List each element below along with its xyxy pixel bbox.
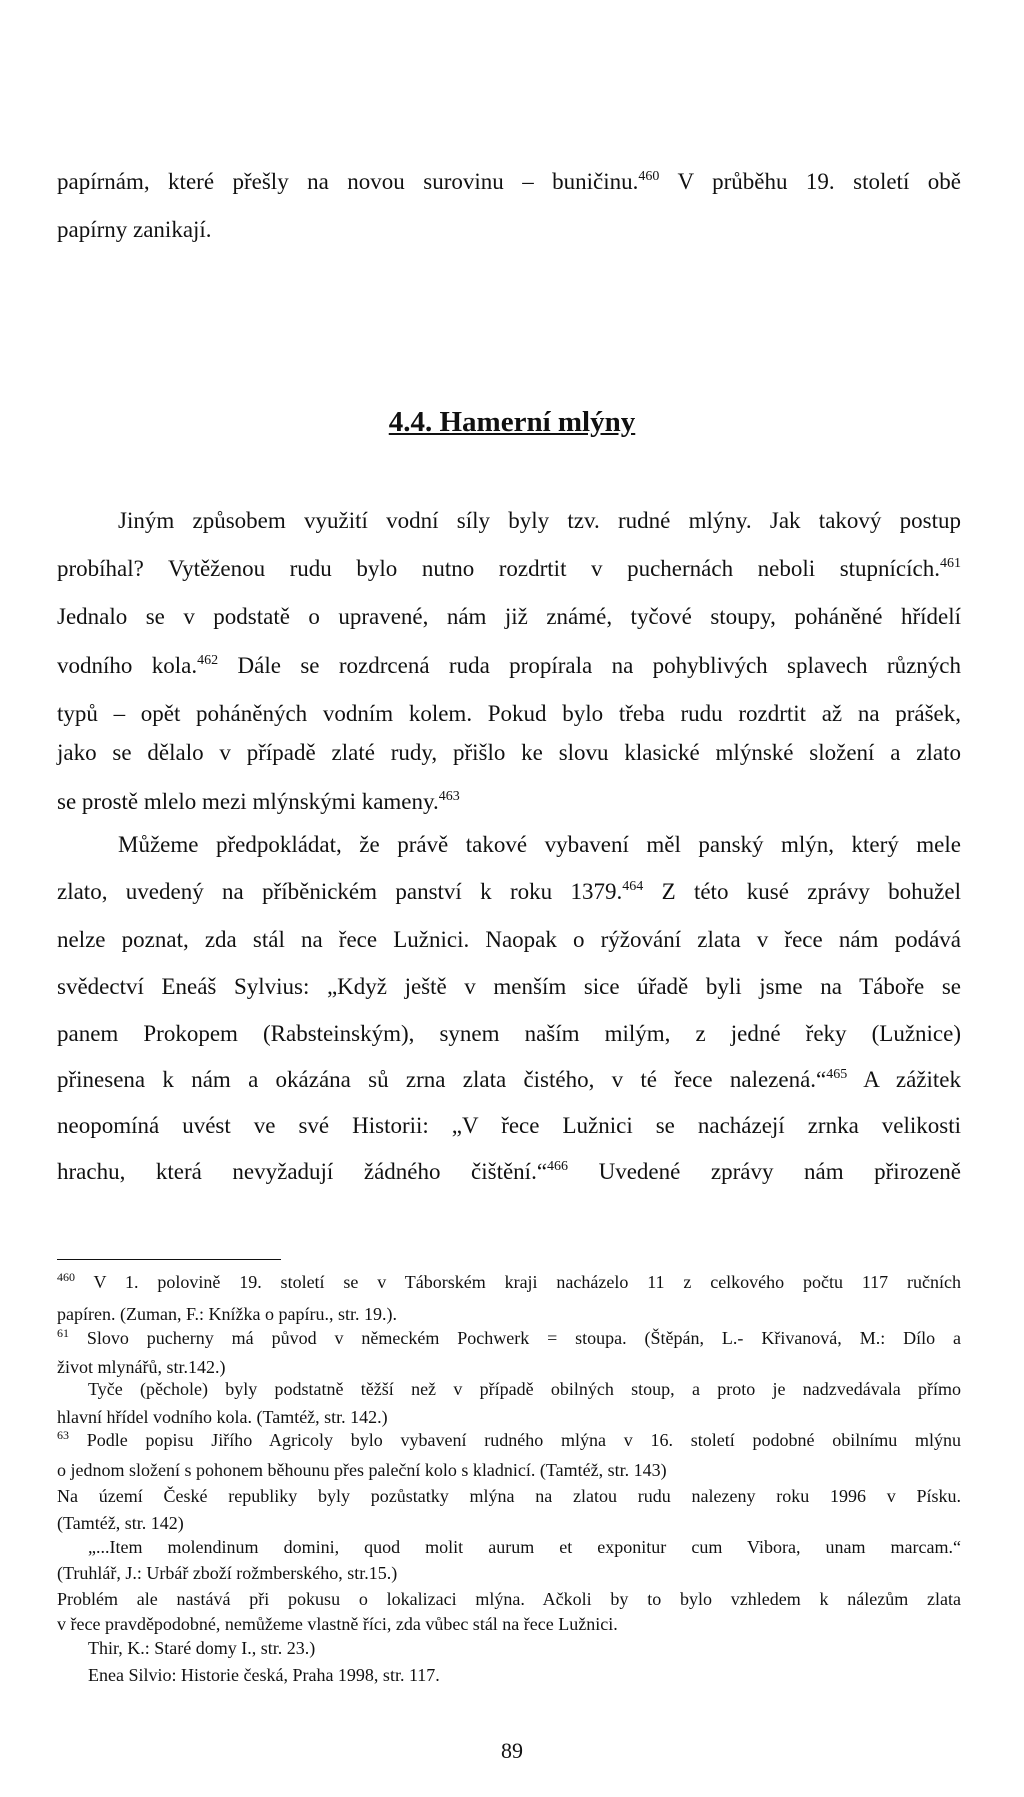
text-line: Můžeme předpokládat, že právě takové vybavení měl panský mlýn, který mele xyxy=(118,832,961,857)
text-line: jako se dělalo v případě zlaté rudy, přišlo ke slovu klasické mlýnské složení a zlato xyxy=(57,740,961,765)
footnote-line: v řece pravděpodobné, nemůžeme vlastně říci, zda vůbec stál na řece Lužnici. xyxy=(57,1614,618,1634)
section-heading: 4.4. Hamerní mlýny xyxy=(388,406,636,438)
footnote-separator xyxy=(57,1259,281,1260)
text-line: svědectví Eneáš Sylvius: „Když ještě v menším sice úřadě byli jsme na Táboře se xyxy=(57,974,961,999)
text-line: Jiným způsobem využití vodní síly byly tzv. rudné mlýny. Jak takový postup xyxy=(118,508,961,533)
footnote-line: hlavní hřídel vodního kola. (Tamtéž, str. 142.) xyxy=(57,1407,388,1427)
footnote-number: 61 xyxy=(57,1326,69,1340)
text-line: přinesena k nám a okázána sů zrna zlata čistého, v té řece nalezená.“$^{465}$ A zážitek xyxy=(57,1067,961,1092)
page-number: 89 xyxy=(501,1738,523,1763)
footnote-number: 63 xyxy=(57,1428,69,1442)
footnote: Thir, K.: Staré domy I., str. 23.) xyxy=(88,1638,316,1658)
footnote-number: 460 xyxy=(57,1270,75,1284)
footnote-ref: 464 xyxy=(622,879,644,894)
footnote-ref: 465 xyxy=(826,1067,848,1082)
text-line: nelze poznat, zda stál na řece Lužnici. Naopak o rýžování zlata v řece nám podává xyxy=(57,927,961,952)
footnote-line: (Tamtéž, str. 142) xyxy=(57,1513,184,1533)
text-line: neopomíná uvést ve své Historii: „V řece Lužnici se nacházejí zrnka velikosti xyxy=(57,1113,961,1138)
text-line: vodního kola.$^{462}$ Dále se rozdrcená ruda propírala na pohyblivých splavech různých xyxy=(57,653,961,678)
footnote-ref: 463 xyxy=(438,789,460,804)
text-line: typů – opět poháněných vodním kolem. Pokud bylo třeba rudu rozdrtit až na prášek, xyxy=(57,701,961,726)
text-line: papírnám, které přešly na novou surovinu – buničinu.$^{460}$ V průběhu 19. století obě xyxy=(57,169,961,194)
footnote: Tyče (pěchole) byly podstatně těžší než v případě obilných stoup, a proto je nadzvedávala přímo xyxy=(88,1379,961,1399)
footnote: Problém ale nastává při pokusu o lokalizaci mlýna. Ačkoli by to bylo vzhledem k nálezům zlata xyxy=(57,1589,961,1609)
footnote-line: papíren. (Zuman, F.: Knížka o papíru., str. 19.). xyxy=(57,1304,397,1324)
footnote: Na území České republiky byly pozůstatky mlýna na zlatou rudu nalezeny roku 1996 v Písku. xyxy=(57,1486,961,1506)
footnote-ref: 462 xyxy=(197,653,219,668)
footnote: „...Item molendinum domini, quod molit aurum et exponitur cum Vibora, unam marcam.“ xyxy=(88,1537,961,1557)
text-line: hrachu, která nevyžadují žádného čištění.“$^{466}$ Uvedené zprávy nám přirozeně xyxy=(57,1159,961,1184)
footnote-line: (Truhlář, J.: Urbář zboží rožmberského, str.15.) xyxy=(57,1563,398,1583)
text-line: Jednalo se v podstatě o upravené, nám již známé, tyčové stoupy, poháněné hřídelí xyxy=(57,604,961,629)
text-line: se prostě mlelo mezi mlýnskými kameny.$^{463}$ xyxy=(57,789,460,814)
footnote: $^{63}$ Podle popisu Jiřího Agricoly bylo vybavení rudného mlýna v 16. století podobné obilnímu mlýnu xyxy=(57,1428,961,1450)
footnote-ref: 461 xyxy=(940,556,961,571)
footnote: Enea Silvio: Historie česká, Praha 1998, str. 117. xyxy=(88,1665,440,1685)
footnote-line: život mlynářů, str.142.) xyxy=(57,1357,226,1377)
text-line: papírny zanikají. xyxy=(57,217,212,242)
text-line: zlato, uvedený na příběnickém panství k roku 1379.$^{464}$ Z této kusé zprávy bohužel xyxy=(57,879,961,904)
footnote-ref: 460 xyxy=(638,169,660,184)
footnote-ref: 466 xyxy=(547,1159,569,1174)
footnote: $^{460}$ V 1. polovině 19. století se v Táborském kraji nacházelo 11 z celkového počtu 117 ručních xyxy=(57,1270,961,1292)
text-line: probíhal? Vytěženou rudu bylo nutno rozdrtit v puchernách neboli stupnících.$^{461}$ xyxy=(57,556,961,581)
footnote: $^{61}$ Slovo pucherny má původ v německém Pochwerk = stoupa. (Štěpán, L.- Křivanová, M.: Dílo a xyxy=(57,1326,961,1348)
footnote-line: o jednom složení s pohonem běhounu přes paleční kolo s kladnicí. (Tamtéž, str. 143) xyxy=(57,1460,667,1480)
text-line: panem Prokopem (Rabsteinským), synem naším milým, z jedné řeky (Lužnice) xyxy=(57,1021,961,1046)
